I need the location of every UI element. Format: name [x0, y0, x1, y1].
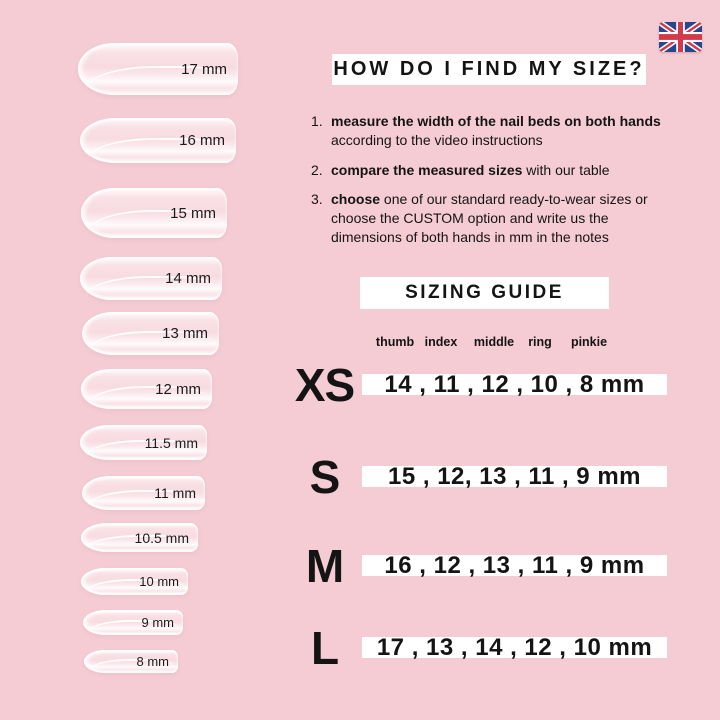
nail-size-label: 15 mm	[170, 204, 216, 222]
size-row-s: S 15 , 12, 13 , 11 , 9 mm	[287, 466, 667, 487]
column-header-index: index	[424, 335, 458, 349]
size-values-m: 16 , 12 , 13 , 11 , 9 mm	[384, 551, 645, 579]
instruction-step-1	[311, 112, 667, 150]
nail-tip	[80, 425, 207, 460]
step-text: choose one of our standard ready-to-wear sizes or choose the CUSTOM option and write us the dimensions of both hands in mm in the notes	[331, 191, 648, 245]
nail-tip	[81, 369, 212, 409]
step-text: measure the width of the nail beds on both hands according to the video instructions	[331, 113, 661, 148]
nail-tip	[78, 43, 238, 95]
nail-size-label: 9 mm	[141, 615, 174, 630]
nail-size-label: 14 mm	[165, 270, 211, 287]
uk-flag-icon	[659, 22, 702, 52]
sizing-guide-title: SIZING GUIDE	[405, 282, 564, 303]
nail-tip	[81, 188, 227, 238]
nail-tip	[82, 312, 219, 355]
column-header-pinkie: pinkie	[570, 335, 608, 349]
step-number: 2.	[311, 161, 323, 178]
nail-tip	[80, 118, 236, 163]
size-values-s: 15 , 12, 13 , 11 , 9 mm	[388, 462, 641, 490]
step-text: compare the measured sizes with our table	[331, 161, 610, 178]
size-values-strip	[362, 633, 667, 661]
column-header-middle: middle	[473, 335, 515, 349]
column-header-thumb: thumb	[375, 335, 415, 349]
nail-size-label: 10.5 mm	[134, 529, 189, 546]
nail-size-label: 11 mm	[154, 485, 196, 501]
nail-size-label: 13 mm	[162, 325, 208, 342]
nail-tip	[81, 523, 198, 552]
nail-size-label: 12 mm	[155, 380, 201, 398]
nail-size-label: 8 mm	[136, 654, 169, 669]
step-number: 3.	[311, 191, 323, 208]
size-values-l: 17 , 13 , 14 , 12 , 10 mm	[376, 633, 653, 661]
nail-size-label: 17 mm	[181, 60, 227, 78]
instruction-step-2	[311, 161, 667, 180]
instruction-step-3	[311, 190, 667, 246]
sizing-guide-banner	[360, 277, 609, 309]
instructions-list	[311, 112, 667, 258]
size-values-xs: 14 , 11 , 12 , 10 , 8 mm	[384, 370, 645, 398]
nail-tip	[80, 257, 222, 300]
size-row-m: M 16 , 12 , 13 , 11 , 9 mm	[287, 555, 667, 576]
size-row-l: L 17 , 13 , 14 , 12 , 10 mm	[287, 637, 667, 658]
size-values-strip	[362, 551, 667, 579]
nail-size-label: 10 mm	[139, 574, 179, 589]
nail-tip	[81, 568, 188, 595]
page-title: HOW DO I FIND MY SIZE?	[333, 58, 645, 80]
finger-column-headers	[362, 335, 667, 349]
nail-tip	[83, 610, 183, 635]
column-header-ring: ring	[528, 335, 552, 349]
step-number: 1.	[311, 113, 323, 129]
size-row-xs: XS 14 , 11 , 12 , 10 , 8 mm	[287, 374, 667, 395]
page-title-banner	[332, 54, 646, 85]
nail-size-label: 16 mm	[179, 132, 225, 149]
size-values-strip	[362, 370, 667, 398]
nail-tip	[84, 650, 178, 673]
nail-tip	[82, 476, 205, 510]
size-values-strip	[362, 462, 667, 490]
nail-size-label: 11.5 mm	[144, 434, 198, 451]
